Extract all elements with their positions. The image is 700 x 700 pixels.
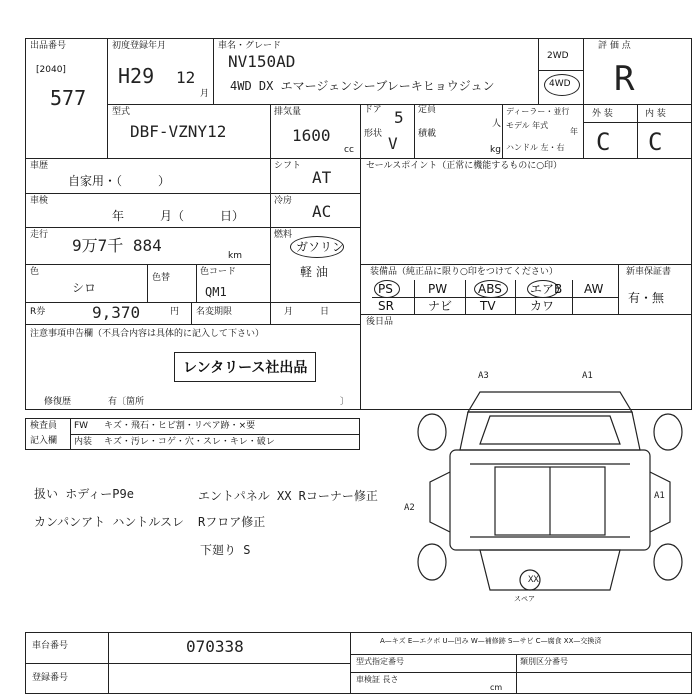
exterior-label: 外 装	[592, 109, 613, 119]
dims-label: 車検証 長さ	[356, 675, 399, 684]
km-unit: km	[228, 251, 242, 261]
hw-line2a: カンパンアト ハントルスレ	[34, 515, 185, 529]
person-unit: 人	[492, 119, 502, 129]
class-label: 類別区分番号	[520, 657, 568, 666]
score-label: 評 価 点	[598, 41, 631, 51]
cc-unit: cc	[344, 145, 354, 155]
warranty-label: 新車保証書	[626, 267, 672, 277]
nameplate: 月 日	[284, 307, 330, 317]
hw-line1b: エントパネル XX Rコーナー修正	[198, 489, 378, 503]
shift-label: シフト	[274, 161, 302, 171]
shift: AT	[312, 168, 332, 187]
body-label: 形状	[364, 129, 383, 139]
model-year-label: モデル 年式	[506, 121, 549, 130]
car-name: NV150AD	[228, 52, 296, 71]
equip-row1-4: AW	[584, 282, 604, 296]
color-code: QM1	[205, 285, 227, 299]
kg-unit: kg	[490, 145, 501, 155]
shaken-label: 車検	[30, 196, 49, 206]
dealer-label: ディーラー・並行	[506, 107, 570, 116]
equip-row1-0: PS	[378, 282, 393, 296]
first-reg-year: H29	[118, 64, 155, 88]
sales-point-label: セールスポイント（正常に機能するものに○印）	[366, 161, 563, 171]
color-change-label: 色替	[152, 273, 171, 283]
grade: 4WD DX エマージェンシーブレーキヒョウジュン	[230, 79, 495, 93]
hw-line1a: 扱い ホディーP9e	[34, 487, 134, 501]
color-code-label: 色コード	[200, 267, 237, 277]
equip-row2-1: ナビ	[428, 299, 453, 313]
spare-label: スペア	[514, 595, 535, 603]
fuel-diesel: 軽 油	[300, 265, 328, 279]
equip-row1-3: エアB	[530, 282, 563, 296]
doors: 5	[394, 108, 404, 127]
reg-label: 登録番号	[32, 673, 69, 683]
repair-close: 〕	[340, 397, 350, 407]
equip-row1-2: ABS	[478, 282, 502, 296]
rental-stamp: レンタリース社出品	[174, 352, 316, 382]
hw-line2b: Rフロア修正	[198, 515, 266, 529]
equip-row2-0: SR	[378, 299, 394, 313]
first-reg-month: 12	[176, 68, 196, 87]
model-label: 型式	[112, 107, 131, 117]
mileage: 9万7千 884	[72, 236, 162, 255]
sheet-frame-top	[25, 38, 692, 410]
equip-row2-3: カワ	[530, 299, 555, 313]
mark-a3: A3	[478, 371, 489, 381]
ac-label: 冷房	[274, 196, 293, 206]
drive-4wd: 4WD	[549, 79, 571, 89]
mark-xx: XX	[528, 575, 539, 585]
interior-grade: C	[648, 128, 663, 156]
repair-label: 修復歴	[44, 397, 72, 407]
warranty: 有・無	[628, 291, 665, 305]
interior-label: 内 装	[645, 109, 666, 119]
inspector-label-2: 記入欄	[30, 436, 58, 446]
lot-number: 577	[50, 86, 87, 110]
color: シロ	[72, 281, 97, 295]
ac: AC	[312, 202, 332, 221]
mark-a1-top: A1	[582, 371, 593, 381]
equip-row1-1: PW	[428, 282, 448, 296]
doors-label: ドア	[364, 105, 382, 115]
recycle-amount: 9,370	[92, 303, 141, 322]
year-unit: 年	[570, 127, 578, 136]
shaken: 年 月（ 日）	[112, 209, 245, 223]
aftermarket-label: 後日品	[366, 317, 394, 327]
displacement: 1600	[292, 126, 331, 145]
fw-label: FW	[74, 421, 89, 431]
int-label: 内装	[74, 437, 93, 447]
history-label: 車歴	[30, 161, 49, 171]
handle-label: ハンドル 左・右	[506, 143, 565, 152]
nameplate-label: 名変期限	[196, 307, 233, 317]
score: R	[614, 59, 635, 99]
drive-2wd: 2WD	[547, 51, 569, 61]
body: V	[388, 134, 398, 153]
car-diagram	[410, 372, 690, 602]
equip-row2-2: TV	[480, 299, 496, 313]
fuel-gas: ガソリン	[296, 240, 345, 254]
model: DBF-VZNY12	[130, 122, 227, 141]
recycle-label: R券	[30, 307, 46, 317]
damage-legend: A—キズ E—エクボ U—凹み W—補修跡 S—サビ C—腐食 XX—交換済	[380, 637, 602, 645]
hw-line3: 下廻り S	[200, 543, 251, 557]
history: 自家用・（ ）	[68, 174, 171, 188]
inspector-label-1: 検査員	[30, 421, 58, 431]
exterior-grade: C	[596, 128, 611, 156]
capacity-label: 定員	[418, 105, 437, 115]
chassis: 070338	[186, 637, 244, 656]
lot-code: [2040]	[36, 65, 66, 75]
load-label: 積載	[418, 129, 437, 139]
fuel-label: 燃料	[274, 230, 293, 240]
mileage-label: 走行	[30, 230, 49, 240]
lot-label: 出品番号	[30, 41, 67, 51]
cm-unit: cm	[490, 683, 503, 692]
first-reg-label: 初度登録年月	[112, 41, 167, 51]
car-name-label: 車名・グレード	[218, 41, 282, 51]
type-cert-label: 型式指定番号	[356, 657, 404, 666]
chassis-label: 車台番号	[32, 641, 69, 651]
fw-items: キズ・飛石・ヒビ割・リペア跡・×要	[104, 421, 256, 431]
notes-header: 注意事項申告欄（不具合内容は具体的に記入して下さい）	[30, 329, 265, 339]
color-label: 色	[30, 267, 40, 277]
int-items: キズ・汚レ・コゲ・穴・スレ・キレ・破レ	[104, 437, 275, 447]
mark-a1-right: A1	[654, 491, 665, 501]
equipment-label: 装備品（純正品に限り○印をつけてください）	[370, 267, 558, 277]
mark-a2: A2	[404, 503, 415, 513]
yen-unit: 円	[170, 307, 180, 317]
repair: 有〔箇所	[108, 397, 145, 407]
month-unit: 月	[200, 89, 210, 99]
displacement-label: 排気量	[274, 107, 302, 117]
